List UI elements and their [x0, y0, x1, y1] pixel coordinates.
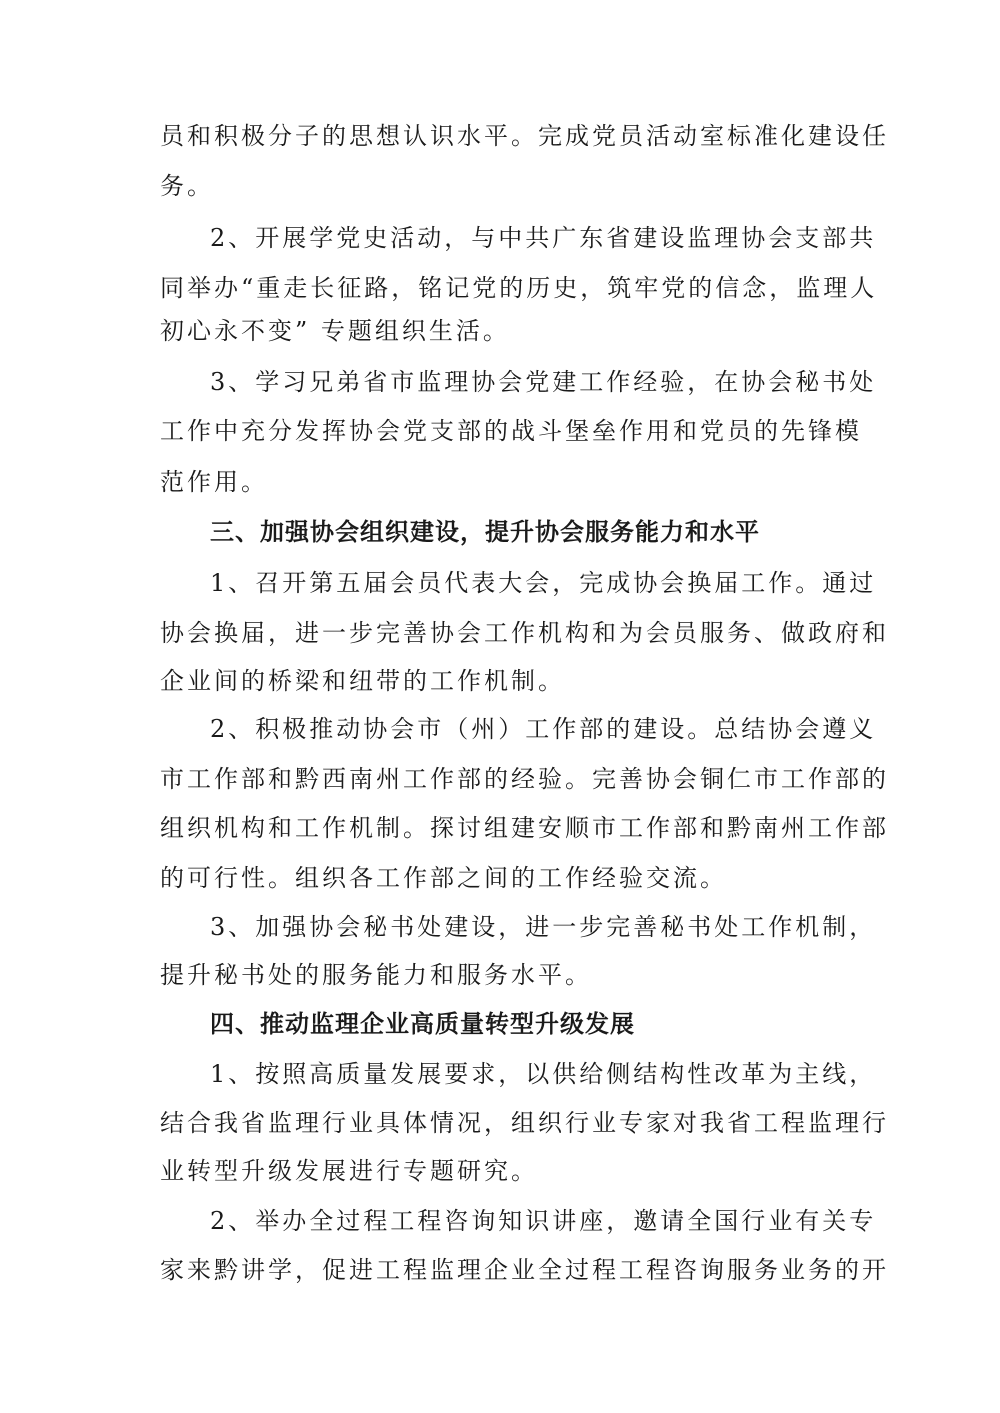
paragraph-line: 市工作部和黔西南州工作部的经验。完善协会铜仁市工作部的: [160, 765, 889, 793]
paragraph-line: 协会换届，进一步完善协会工作机构和为会员服务、做政府和: [160, 619, 889, 647]
section-heading: 三、加强协会组织建设，提升协会服务能力和水平: [210, 518, 760, 546]
paragraph-line: 业转型升级发展进行专题研究。: [160, 1157, 538, 1185]
paragraph-line: 范作用。: [160, 468, 268, 496]
paragraph-line: 1、召开第五届会员代表大会，完成协会换届工作。通过: [210, 569, 877, 597]
paragraph-line: 同举办“重走长征路，铭记党的历史，筑牢党的信念，监理人: [160, 274, 878, 302]
paragraph-line: 1、按照高质量发展要求，以供给侧结构性改革为主线，: [210, 1060, 877, 1088]
paragraph-line: 工作中充分发挥协会党支部的战斗堡垒作用和党员的先锋模: [160, 417, 862, 445]
paragraph-line: 2、开展学党史活动，与中共广东省建设监理协会支部共: [210, 224, 877, 252]
paragraph-line: 2、举办全过程工程咨询知识讲座，邀请全国行业有关专: [210, 1207, 877, 1235]
section-heading: 四、推动监理企业高质量转型升级发展: [210, 1010, 635, 1038]
paragraph-line: 初心永不变” 专题组织生活。: [160, 317, 510, 345]
paragraph-line: 组织机构和工作机制。探讨组建安顺市工作部和黔南州工作部: [160, 814, 889, 842]
paragraph-line: 结合我省监理行业具体情况，组织行业专家对我省工程监理行: [160, 1109, 889, 1137]
paragraph-line: 员和积极分子的思想认识水平。完成党员活动室标准化建设任: [160, 122, 889, 150]
paragraph-line: 家来黔讲学，促进工程监理企业全过程工程咨询服务业务的开: [160, 1256, 889, 1284]
paragraph-line: 3、加强协会秘书处建设，进一步完善秘书处工作机制，: [210, 913, 877, 941]
paragraph-line: 务。: [160, 172, 214, 200]
paragraph-line: 的可行性。组织各工作部之间的工作经验交流。: [160, 864, 727, 892]
paragraph-line: 企业间的桥梁和纽带的工作机制。: [160, 667, 565, 695]
paragraph-line: 3、学习兄弟省市监理协会党建工作经验，在协会秘书处: [210, 368, 877, 396]
paragraph-line: 提升秘书处的服务能力和服务水平。: [160, 961, 592, 989]
paragraph-line: 2、积极推动协会市（州）工作部的建设。总结协会遵义: [210, 715, 877, 743]
